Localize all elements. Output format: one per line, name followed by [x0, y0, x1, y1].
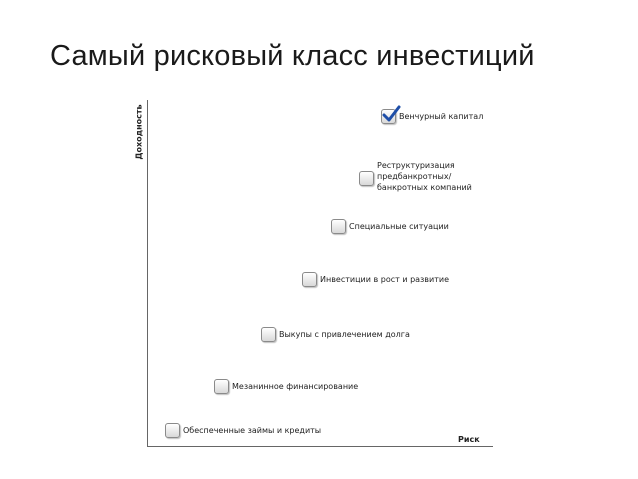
- item-mezzanine-financing: [214, 379, 358, 394]
- item-special-situations: [331, 219, 449, 234]
- item-leveraged-buyouts: [261, 327, 410, 342]
- item-growth-investments: [302, 272, 449, 287]
- checkbox-checked: [381, 109, 396, 124]
- item-secured-loans: [165, 423, 321, 438]
- y-axis-line: [147, 100, 148, 446]
- item-label: Обеспеченные займы и кредиты: [183, 426, 322, 435]
- item-venture-capital: [381, 109, 483, 124]
- item-label: Венчурный капитал: [399, 112, 484, 121]
- checkbox: [331, 219, 346, 234]
- item-restructuring: [359, 160, 472, 193]
- item-label: Инвестиции в рост и развитие: [320, 275, 449, 284]
- x-axis-line: [147, 446, 493, 447]
- y-axis-label: Доходность: [134, 104, 144, 160]
- item-label: Специальные ситуации: [349, 222, 449, 231]
- checkbox: [214, 379, 229, 394]
- item-label: Реструктуризация предбанкротных/ банкротных компаний: [377, 161, 472, 192]
- checkbox: [165, 423, 180, 438]
- item-label: Выкупы с привлечением долга: [279, 330, 410, 339]
- item-label: Мезанинное финансирование: [232, 382, 359, 391]
- checkbox: [302, 272, 317, 287]
- checkmark-icon: [381, 105, 401, 125]
- checkbox: [261, 327, 276, 342]
- x-axis-label: Риск: [458, 435, 480, 444]
- checkbox: [359, 171, 374, 186]
- slide-title: Самый рисковый класс инвестиций: [50, 40, 535, 72]
